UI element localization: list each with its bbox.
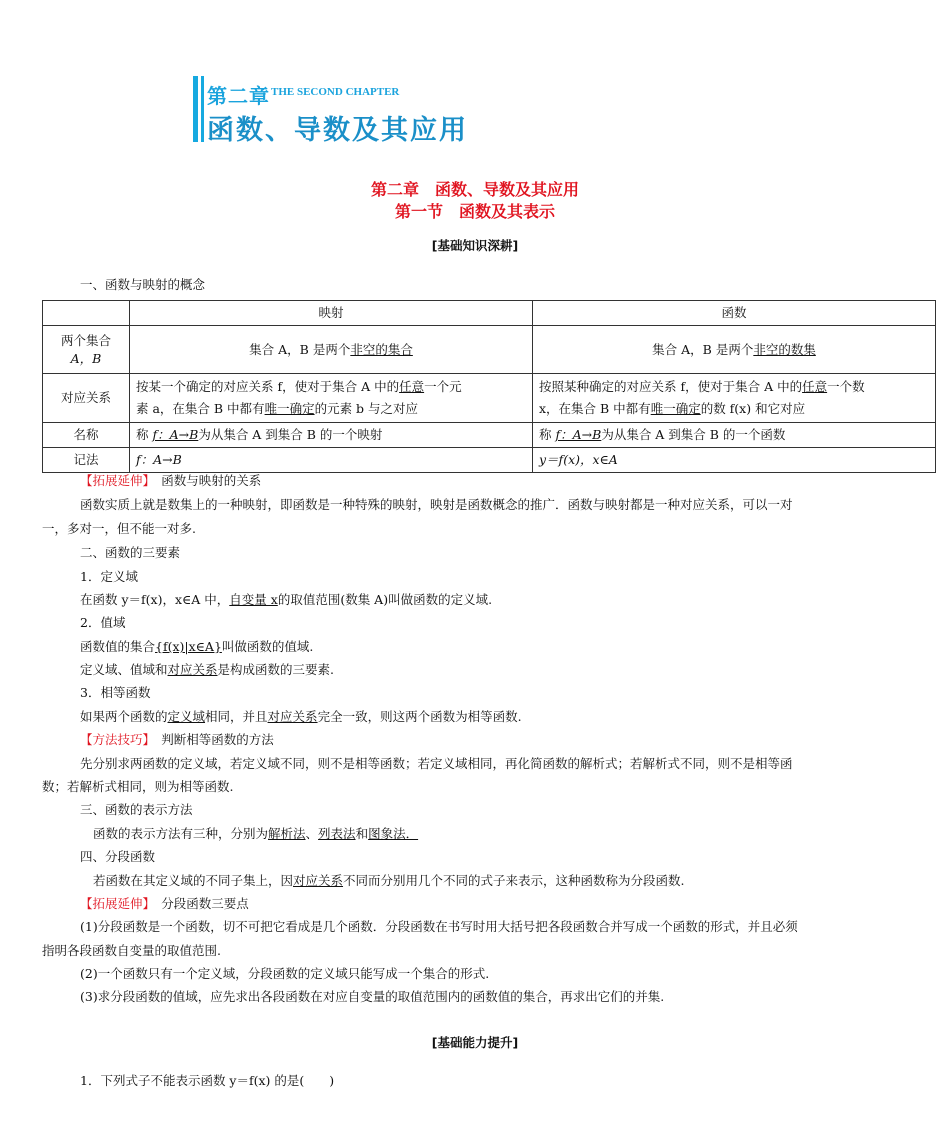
part3-text <box>93 826 418 842</box>
cell-name-mapping <box>130 423 533 448</box>
cell-underlined: 唯一确定 <box>650 401 701 416</box>
row-label-notation: 记法 <box>43 448 130 473</box>
ext1-line2: 一，多对一，但不能一对多. <box>42 521 196 536</box>
cell-text: 称 <box>136 427 149 442</box>
text-underlined: 自变量 x <box>229 592 278 607</box>
section-title: 第一节 函数及其表示 <box>394 202 555 221</box>
cell-correspondence-function <box>533 374 936 423</box>
cell-sets-mapping <box>130 326 533 374</box>
cell-sets-function <box>533 326 936 374</box>
part2-s1: 1．定义域 <box>80 569 138 584</box>
cell-text: f：A→B <box>136 452 182 467</box>
cell-text: 为从集合 A 到集合 B 的一个映射 <box>198 427 383 442</box>
cell-text: 的数 f(x) 和它对应 <box>700 401 806 416</box>
text: 相同，并且 <box>205 709 268 724</box>
cell-underlined: 非空的集合 <box>350 341 413 357</box>
part2-heading: 二、函数的三要素 <box>80 545 181 560</box>
ext1-tag: 【拓展延伸】 <box>80 473 149 488</box>
part2-s3-text <box>80 709 522 725</box>
cell-text: 称 <box>539 427 552 442</box>
row-label-sets-a: 两个集合 <box>60 332 111 348</box>
text: 函数值的集合 <box>80 639 156 654</box>
row-label-name: 名称 <box>43 423 130 448</box>
table-row <box>43 423 936 448</box>
text: 叫做函数的值域. <box>221 639 314 654</box>
part1-heading: 一、函数与映射的概念 <box>80 277 206 292</box>
cell-underlined: 非空的数集 <box>753 341 816 357</box>
part3-heading: 三、函数的表示方法 <box>80 802 193 817</box>
ability-heading: [基础能力提升] <box>431 1035 519 1050</box>
table-cell <box>43 301 130 326</box>
table-row <box>43 374 936 423</box>
text-underlined: 对应关系 <box>167 662 218 677</box>
tip-title: 判断相等函数的方法 <box>161 732 274 747</box>
cell-text: 按照某种确定的对应关系 f，使对于集合 A 中的 <box>539 379 803 394</box>
cell-underlined: 唯一确定 <box>264 401 315 416</box>
cell-text: 的元素 b 与之对应 <box>314 401 419 416</box>
banner-chapter-en: THE SECOND CHAPTER <box>271 86 400 98</box>
cell-underlined: 任意 <box>399 379 425 394</box>
table-header-function: 函数 <box>533 301 936 326</box>
ext2-tag: 【拓展延伸】 <box>80 896 149 911</box>
cell-text: 素 a，在集合 B 中都有 <box>136 401 265 416</box>
cell-text: 集合 A，B 是两个 <box>249 341 351 357</box>
tip-line1: 先分别求两函数的定义域，若定义域不同，则不是相等函数；若定义域相同，再化简函数的解析式；若解析式不同，则不是相等函 <box>80 756 793 771</box>
cell-notation-function <box>533 448 936 473</box>
ext1-title: 函数与映射的关系 <box>161 473 262 488</box>
text-underlined: 定义域 <box>167 709 206 724</box>
cell-text: 集合 A，B 是两个 <box>652 341 754 357</box>
ext2-p3: (3)求分段函数的值域，应先求出各段函数在对应自变量的取值范围内的函数值的集合，再求出它们的并集. <box>80 989 665 1004</box>
text-underlined: 图象法． <box>368 826 419 841</box>
part4-text <box>93 873 685 889</box>
cell-text: y＝f(x)，x∈A <box>539 452 618 467</box>
text-underlined: 对应关系 <box>293 873 344 888</box>
table-header-mapping: 映射 <box>130 301 533 326</box>
cell-text: 按某一个确定的对应关系 f，使对于集合 A 中的 <box>136 379 400 394</box>
banner-chapter-cn: 第二章 <box>207 84 270 108</box>
text: 定义域、值域和 <box>80 662 168 677</box>
mapping-function-table <box>42 300 936 473</box>
cell-text: 为从集合 A 到集合 B 的一个函数 <box>601 427 786 442</box>
row-label-sets <box>43 326 130 374</box>
ext1-line1: 函数实质上就是数集上的一种映射，即函数是一种特殊的映射，映射是函数概念的推广．函数与映射都是一种对应关系，可以一对 <box>80 497 793 512</box>
cell-underlined: f：A→B <box>555 427 602 442</box>
row-label-sets-b: A，B <box>70 350 102 366</box>
table-row <box>43 301 936 326</box>
table-row <box>43 326 936 374</box>
text: 完全一致，则这两个函数为相等函数. <box>317 709 522 724</box>
ext2-title: 分段函数三要点 <box>161 896 249 911</box>
cell-underlined: 任意 <box>802 379 828 394</box>
question-1: 1．下列式子不能表示函数 y＝f(x) 的是( ) <box>80 1073 335 1088</box>
ext2-p1-line1: (1)分段函数是一个函数，切不可把它看成是几个函数．分段函数在书写时用大括号把各段函数合并写成一个函数的形式，并且必须 <box>80 919 798 934</box>
text: 、 <box>305 826 319 841</box>
text: 函数的表示方法有三种，分别为 <box>93 826 269 841</box>
text-underlined: 解析法 <box>268 826 306 841</box>
text: 若函数在其定义域的不同子集上，因 <box>93 873 294 888</box>
cell-notation-mapping <box>130 448 533 473</box>
text: 的取值范围(数集 A)叫做函数的定义域. <box>277 592 493 607</box>
text-underlined: 对应关系 <box>267 709 318 724</box>
ext2-p1-line2: 指明各段函数自变量的取值范围. <box>42 943 221 958</box>
part2-s2-text2 <box>80 662 334 678</box>
banner-chapter-title: 函数、导数及其应用 <box>207 115 468 146</box>
tip-line2: 数；若解析式相同，则为相等函数. <box>42 779 234 794</box>
part4-heading: 四、分段函数 <box>80 849 156 864</box>
tip-title-line <box>80 732 274 748</box>
cell-text: 一个元 <box>424 379 462 394</box>
banner-bar <box>193 76 198 142</box>
chapter-title: 第二章 函数、导数及其应用 <box>370 180 579 199</box>
cell-underlined: f：A→B <box>152 427 199 442</box>
text-underlined: 列表法 <box>318 826 356 841</box>
knowledge-heading: [基础知识深耕] <box>431 238 519 253</box>
text: 和 <box>355 826 369 841</box>
part2-s1-text <box>80 592 492 608</box>
cell-correspondence-mapping <box>130 374 533 423</box>
table-row <box>43 448 936 473</box>
text-underlined: {f(x)|x∈A} <box>155 639 222 654</box>
part2-s2-text <box>80 639 313 655</box>
cell-name-function <box>533 423 936 448</box>
part2-s2: 2．值域 <box>80 615 126 630</box>
text: 在函数 y＝f(x)，x∈A 中， <box>80 592 230 607</box>
ext1-title-line <box>80 473 261 489</box>
ext2-title-line <box>80 896 249 912</box>
tip-tag: 【方法技巧】 <box>80 732 149 747</box>
ext2-p2: (2)一个函数只有一个定义域，分段函数的定义域只能写成一个集合的形式. <box>80 966 490 981</box>
cell-text: 一个数 <box>827 379 865 394</box>
banner-bar-thin <box>201 76 204 142</box>
text: 不同而分别用几个不同的式子来表示，这种函数称为分段函数. <box>343 873 685 888</box>
cell-text: x，在集合 B 中都有 <box>539 401 651 416</box>
text: 如果两个函数的 <box>80 709 168 724</box>
text: 是构成函数的三要素. <box>217 662 335 677</box>
row-label-correspondence: 对应关系 <box>43 374 130 423</box>
part2-s3: 3．相等函数 <box>80 685 151 700</box>
